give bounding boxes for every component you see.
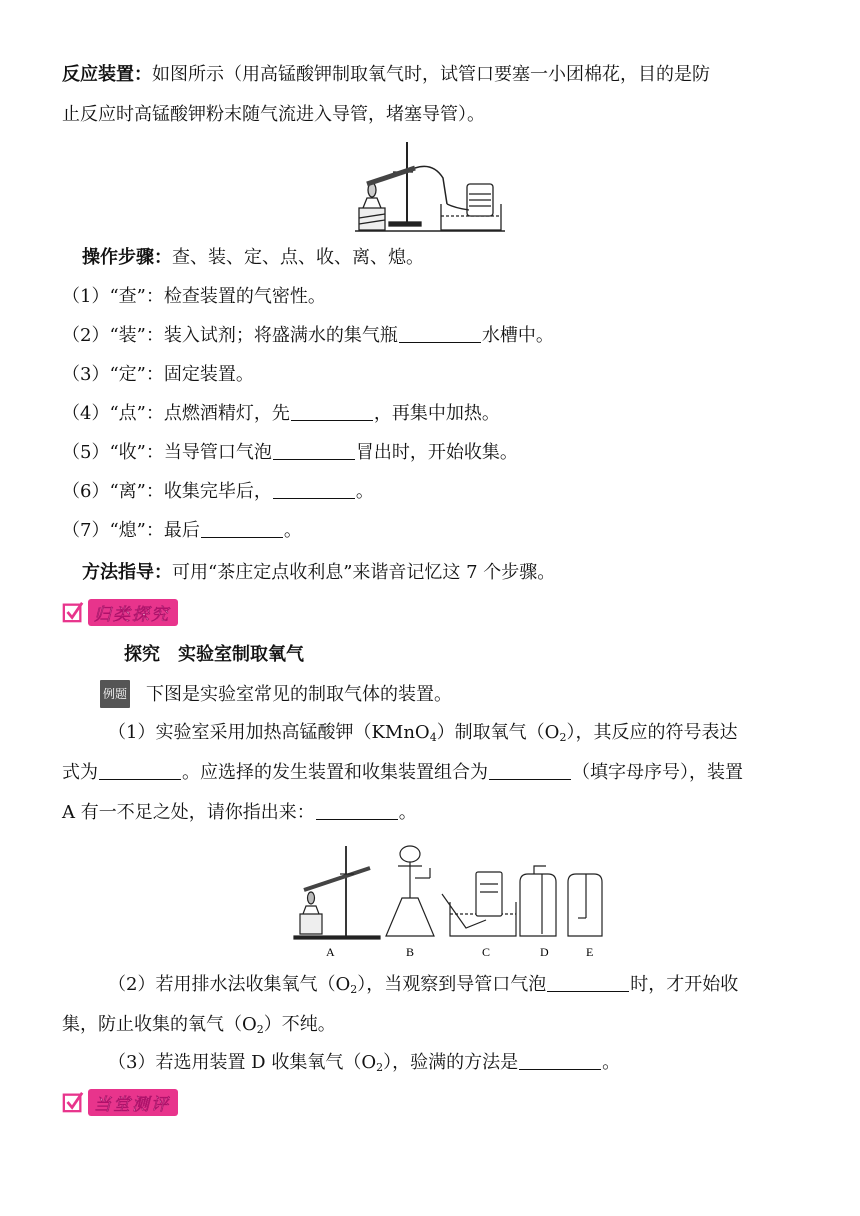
q3-line: （3）若选用装置 D 收集氧气$(O_2)$，验满的方法是 。: [108, 1052, 621, 1074]
q1-line-1: （1）实验室采用加热高锰酸钾（KMnO$_4$）制取氧气$(O_2)$，其反应的符号表达: [108, 722, 738, 744]
intro-label: 反应装置：: [62, 64, 152, 85]
method-guide: 方法指导：可用“茶庄定点收利息”来谐音记忆这 7 个步骤。: [82, 562, 556, 583]
example-intro: 例题 下图是实验室常见的制取气体的装置。: [100, 680, 452, 708]
checkbox-icon: [62, 1091, 84, 1113]
section-banner-explore: [62, 598, 178, 626]
q2-line-1: （2）若用排水法收集氧气$(O_2)$，当观察到导管口气泡 时，才开始收: [108, 974, 739, 996]
blank-q1-equation[interactable]: [99, 761, 181, 780]
step-5: （5）“收”：当导管口气泡 冒出时，开始收集。: [62, 442, 518, 463]
blank-q1-combination[interactable]: [489, 761, 571, 780]
q2-line-2: 集，防止收集的氧气$(O_2)$不纯。: [62, 1014, 336, 1036]
apparatus-figure-1: [355, 138, 505, 234]
intro-line-2: 止反应时高锰酸钾粉末随气流进入导管，堵塞导管）。: [62, 104, 485, 125]
blank-s6[interactable]: [273, 480, 355, 499]
section-title: 当堂测评: [88, 1089, 178, 1116]
apparatus-figure-2: [290, 838, 615, 962]
blank-s4[interactable]: [291, 402, 373, 421]
label-a: A: [326, 945, 335, 959]
blank-s7[interactable]: [201, 519, 283, 538]
blank-q1-flaw[interactable]: [316, 801, 398, 820]
checkbox-icon: [62, 601, 84, 623]
example-tag: 例题: [100, 680, 130, 708]
intro-line-1: [62, 62, 710, 88]
section-title: 归类探究: [88, 599, 178, 626]
step-1: （1）“查”：检查装置的气密性。: [62, 286, 326, 307]
step-6: （6）“离”：收集完毕后， 。: [62, 481, 374, 502]
label-c: C: [482, 945, 491, 959]
explore-title: 探究 实验室制取氧气: [124, 644, 304, 665]
intro-text-1: 如图所示（用高锰酸钾制取氧气时，试管口要塞一小团棉花，目的是防: [152, 64, 710, 85]
label-b: B: [406, 945, 415, 959]
step-4: （4）“点”：点燃酒精灯，先 ，再集中加热。: [62, 403, 500, 424]
blank-q3[interactable]: [519, 1051, 601, 1070]
steps-header: 操作步骤：查、装、定、点、收、离、熄。: [82, 247, 424, 268]
step-3: （3）“定”：固定装置。: [62, 364, 254, 385]
section-banner-test: [62, 1088, 178, 1116]
blank-s2[interactable]: [399, 324, 481, 343]
blank-s5[interactable]: [273, 441, 355, 460]
step-2: （2）“装”：装入试剂；将盛满水的集气瓶 水槽中。: [62, 325, 554, 346]
blank-q2[interactable]: [547, 973, 629, 992]
label-e: E: [586, 945, 594, 959]
step-7: （7）“熄”：最后 。: [62, 520, 302, 541]
label-d: D: [540, 945, 549, 959]
q1-line-2: 式为 。应选择的发生装置和收集装置组合为 （填字母序号），装置: [62, 762, 743, 783]
q1-line-3: A 有一不足之处，请你指出来： 。: [62, 802, 417, 823]
